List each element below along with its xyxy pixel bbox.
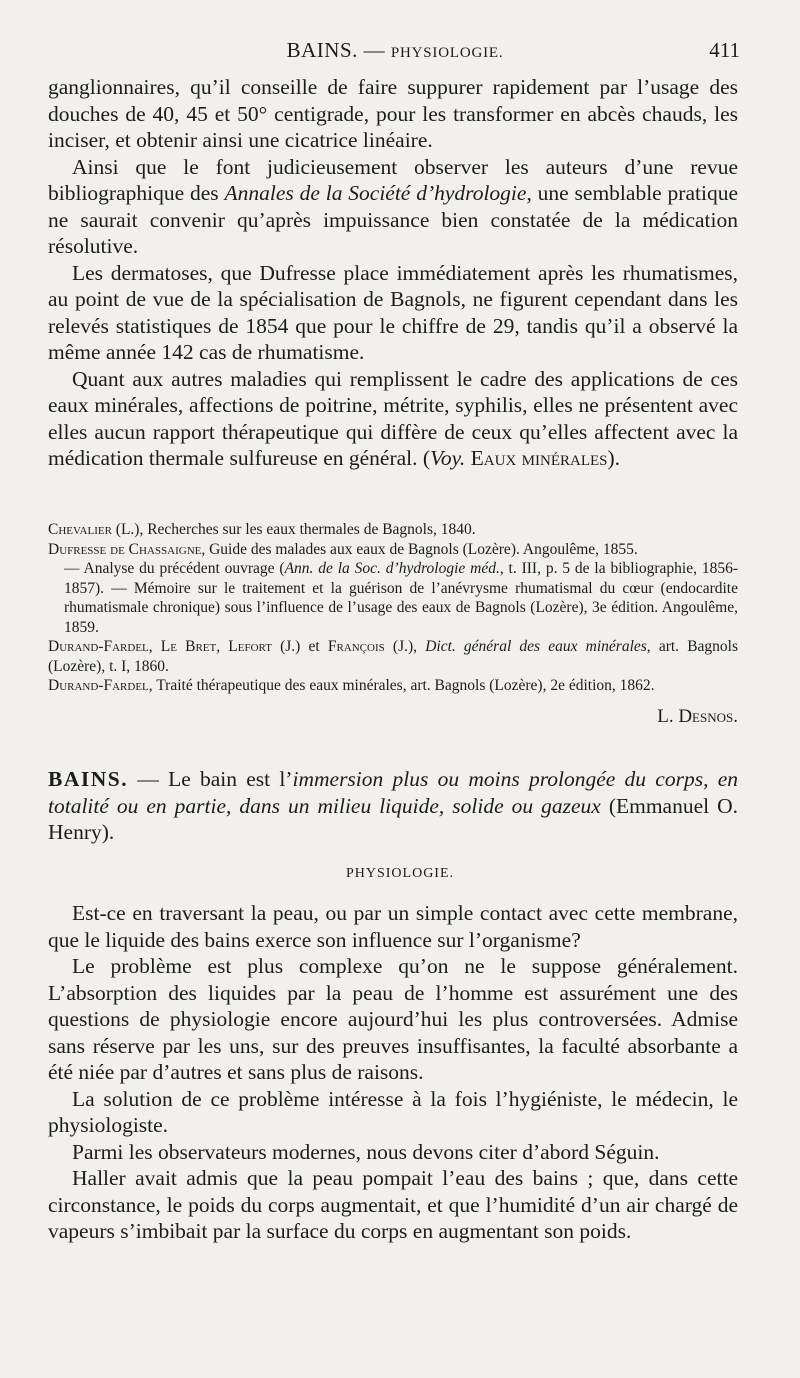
- reference-text: , Traité thérapeutique des eaux minérales, art. Bagnols (Lozère), 2e édition, 1862.: [148, 677, 655, 694]
- running-title-sub: PHYSIOLOGIE.: [390, 45, 504, 61]
- author-signature: L. Desnos.: [657, 706, 738, 727]
- definition-italic: immersion plus ou moins prolongée du corps, en totalité ou en partie, dans un milieu liquide, solide ou gazeux: [48, 767, 738, 818]
- paragraph: [48, 154, 738, 260]
- running-title: [50, 38, 740, 63]
- reference-text: , t. III, p. 5 de la bibliographie, 1856-1857). — Mémoire sur le traitement et la guérison de l’anévrysme rhumatismal du cœur (endocardite rhumatismale chronique) sous l’influence de l’usage des eaux de Bagnols (Lozère), 3e édition. Angoulême, 1859.: [64, 560, 738, 636]
- text-run: Ainsi que le font judicieusement observer les auteurs d’une revue bibliographique des: [48, 154, 738, 205]
- section-2-definition: [48, 766, 738, 846]
- reference-entry: [48, 559, 738, 637]
- running-title-main: BAINS.: [286, 38, 358, 62]
- running-title-separator: —: [363, 38, 386, 62]
- reference-text: — Analyse du précédent ouvrage (: [64, 560, 285, 577]
- reference-entry: [48, 520, 738, 540]
- section-2-text: [48, 900, 738, 1245]
- text-run: (Emmanuel O. Henry).: [48, 793, 739, 844]
- reference-text: (J.),: [384, 638, 426, 655]
- article-heading: BAINS.: [48, 767, 129, 791]
- reference-italic: Dict. général des eaux minérales: [425, 638, 647, 655]
- text-run: Quant aux autres maladies qui remplissent le cadre des applications de ces eaux minérales, affections de poitrine, métrite, syphilis, elles ne présentent avec elles aucun rapport thérapeutique qui diffère de ceux qu’elles affectent avec la médication thermale sulfureuse en général. (: [48, 366, 738, 470]
- text-run: ).: [607, 446, 621, 470]
- reference-text: , art. Bagnols (Lozère), t. I, 1860.: [48, 638, 739, 675]
- paragraph: Le problème est plus complexe qu’on ne le suppose généralement. L’absorption des liquides par la peau de l’homme est assurément une des questions de physiologie encore aujourd’hui les plus controversées. Admise sans réserve par les uns, sur des preuves insuffisantes, la faculté absorbante a été niée par d’autres et sans plus de raisons.: [48, 954, 738, 1084]
- reference-author: Durand-Fardel: [48, 677, 149, 694]
- reference-italic: Ann. de la Soc. d’hydrologie méd.: [284, 560, 500, 577]
- reference-author: Dufresse de Chassaigne: [48, 540, 202, 558]
- section-1-text: [48, 74, 738, 472]
- text-run: — Le bain est l’: [128, 767, 293, 791]
- italic-title: Annales de la Société d’hydrologie: [224, 181, 527, 205]
- small-caps-ref: Eaux minérales: [465, 446, 608, 470]
- reference-text: (J.) et: [271, 638, 328, 655]
- text-run: , une semblable pratique ne saurait convenir qu’après impuissance bien constatée de la médication résolutive.: [48, 181, 738, 258]
- paragraph: Est-ce en traversant la peau, ou par un simple contact avec cette membrane, que le liquide des bains exerce son influence sur l’organisme?: [48, 901, 738, 952]
- paragraph: ganglionnaires, qu’il conseille de faire suppurer rapidement par l’usage des douches de 40, 45 et 50° centigrade, pour les transformer en abcès chauds, les inciser, et obtenir ainsi une cicatrice linéaire.: [48, 75, 738, 152]
- paragraph: Les dermatoses, que Dufresse place immédiatement après les rhumatismes, au point de vue de la spécialisation de Bagnols, ne figurent cependant dans les relevés statistiques de 1854 que pour le chiffre de 29, tandis qu’il a observé la même année 142 cas de rhumatisme.: [48, 260, 738, 364]
- reference-author: Durand-Fardel, Le Bret, Lefort: [48, 638, 272, 655]
- paragraph: La solution de ce problème intéresse à la fois l’hygiéniste, le médecin, le physiologiste.: [48, 1086, 738, 1137]
- paragraph: Haller avait admis que la peau pompait l’eau des bains ; que, dans cette circonstance, le poids du corps augmentait, et que l’humidité d’un air chargé de vapeurs s’imbibait par la surface du corps en augmentant son poids.: [48, 1166, 738, 1243]
- italic-ref: Voy.: [430, 446, 466, 470]
- reference-entry: [48, 637, 738, 676]
- paragraph: [48, 366, 738, 472]
- paragraph: Parmi les observateurs modernes, nous devons citer d’abord Séguin.: [72, 1139, 660, 1164]
- reference-text: , Guide des malades aux eaux de Bagnols (Lozère). Angoulême, 1855.: [201, 540, 638, 558]
- subsection-heading: PHYSIOLOGIE.: [345, 866, 455, 881]
- definition-paragraph: [48, 766, 738, 846]
- bibliography: [48, 520, 738, 696]
- reference-entry: [48, 540, 738, 560]
- reference-text: (L.), Recherches sur les eaux thermales de Bagnols, 1840.: [111, 521, 476, 538]
- reference-author: Chevalier: [48, 521, 112, 538]
- page-number: 411: [709, 38, 740, 62]
- reference-entry: [48, 676, 738, 696]
- reference-author: François: [327, 638, 385, 655]
- running-header: [50, 38, 740, 68]
